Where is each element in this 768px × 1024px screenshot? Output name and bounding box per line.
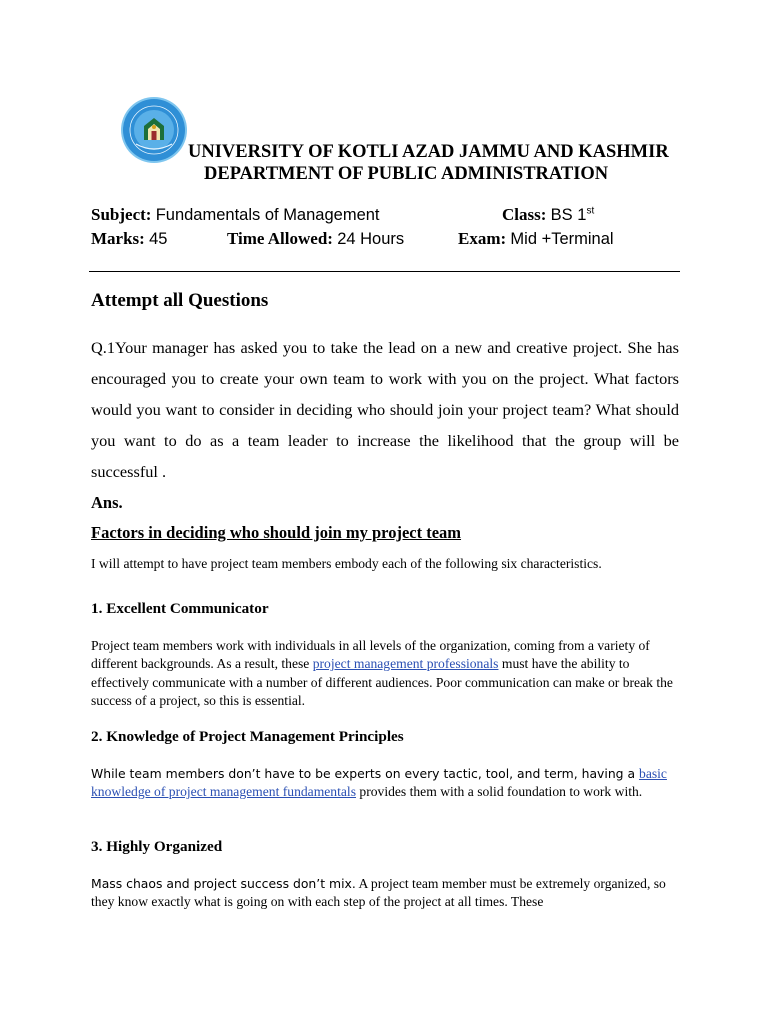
exam-value: Mid +Terminal (510, 230, 614, 248)
section-1-paragraph (91, 637, 681, 711)
header-divider (89, 271, 680, 272)
university-name: UNIVERSITY OF KOTLI AZAD JAMMU AND KASHMIR (188, 142, 669, 162)
section-3-heading: 3. Highly Organized (91, 838, 223, 855)
factors-heading: Factors in deciding who should join my project team (91, 523, 462, 542)
project-management-professionals-link[interactable]: project management professionals (312, 656, 499, 672)
marks-value: 45 (149, 230, 168, 248)
time-allowed-label: Time Allowed: (227, 229, 333, 248)
time-allowed-field (227, 229, 404, 249)
class-value: BS 1 (550, 206, 587, 224)
class-superscript: st (586, 205, 595, 217)
section-2-heading: 2. Knowledge of Project Management Principles (91, 728, 404, 745)
section-2-text-before: While team members don’t have to be experts on every tactic, tool, and term, having a (91, 766, 640, 781)
instructions-heading: Attempt all Questions (91, 290, 269, 311)
section-3-text-before: Mass chaos and project success don’t mix. (91, 876, 356, 891)
question-1-text: Q.1Your manager has asked you to take the lead on a new and creative project. She has encouraged you to create your own team to work with you on the project. What factors would you want to consider in deciding who should join your project team? What should you want to do as a team leader to increase the likelihood that the group will be successful . (91, 338, 679, 481)
subject-value: Fundamentals of Management (155, 206, 380, 224)
section-1-text-after: must have the ability to effectively communicate with a number of different audiences. Poor communication can make or break the success of a project, so this is essential. (91, 656, 673, 709)
intro-paragraph: I will attempt to have project team members embody each of the following six characteristics. (91, 556, 602, 571)
answer-label: Ans. (91, 493, 123, 512)
subject-field (91, 205, 380, 225)
section-3-text-after: A project team member must be extremely organized, so they know exactly what is going on with each step of the project at all times. These (91, 876, 666, 910)
marks-field (91, 229, 167, 249)
section-2-text-after: provides them with a solid foundation to work with. (356, 784, 643, 800)
class-field (502, 205, 594, 225)
basic-knowledge-link[interactable]: basic knowledge of project management fundamentals (91, 766, 667, 800)
class-label: Class: (502, 205, 547, 224)
exam-field (458, 229, 614, 249)
section-3-paragraph (91, 875, 681, 912)
marks-label: Marks: (91, 229, 145, 248)
department-name: DEPARTMENT OF PUBLIC ADMINISTRATION (204, 164, 609, 184)
time-allowed-value: 24 Hours (337, 230, 405, 248)
exam-label: Exam: (458, 229, 507, 248)
subject-label: Subject: (91, 205, 152, 224)
university-seal-logo (120, 96, 188, 164)
section-2-paragraph (91, 765, 681, 802)
section-1-text-before: Project team members work with individuals in all levels of the organization, coming from a variety of different backgrounds. As a result, these (91, 638, 650, 672)
section-1-heading: 1. Excellent Communicator (91, 600, 269, 617)
